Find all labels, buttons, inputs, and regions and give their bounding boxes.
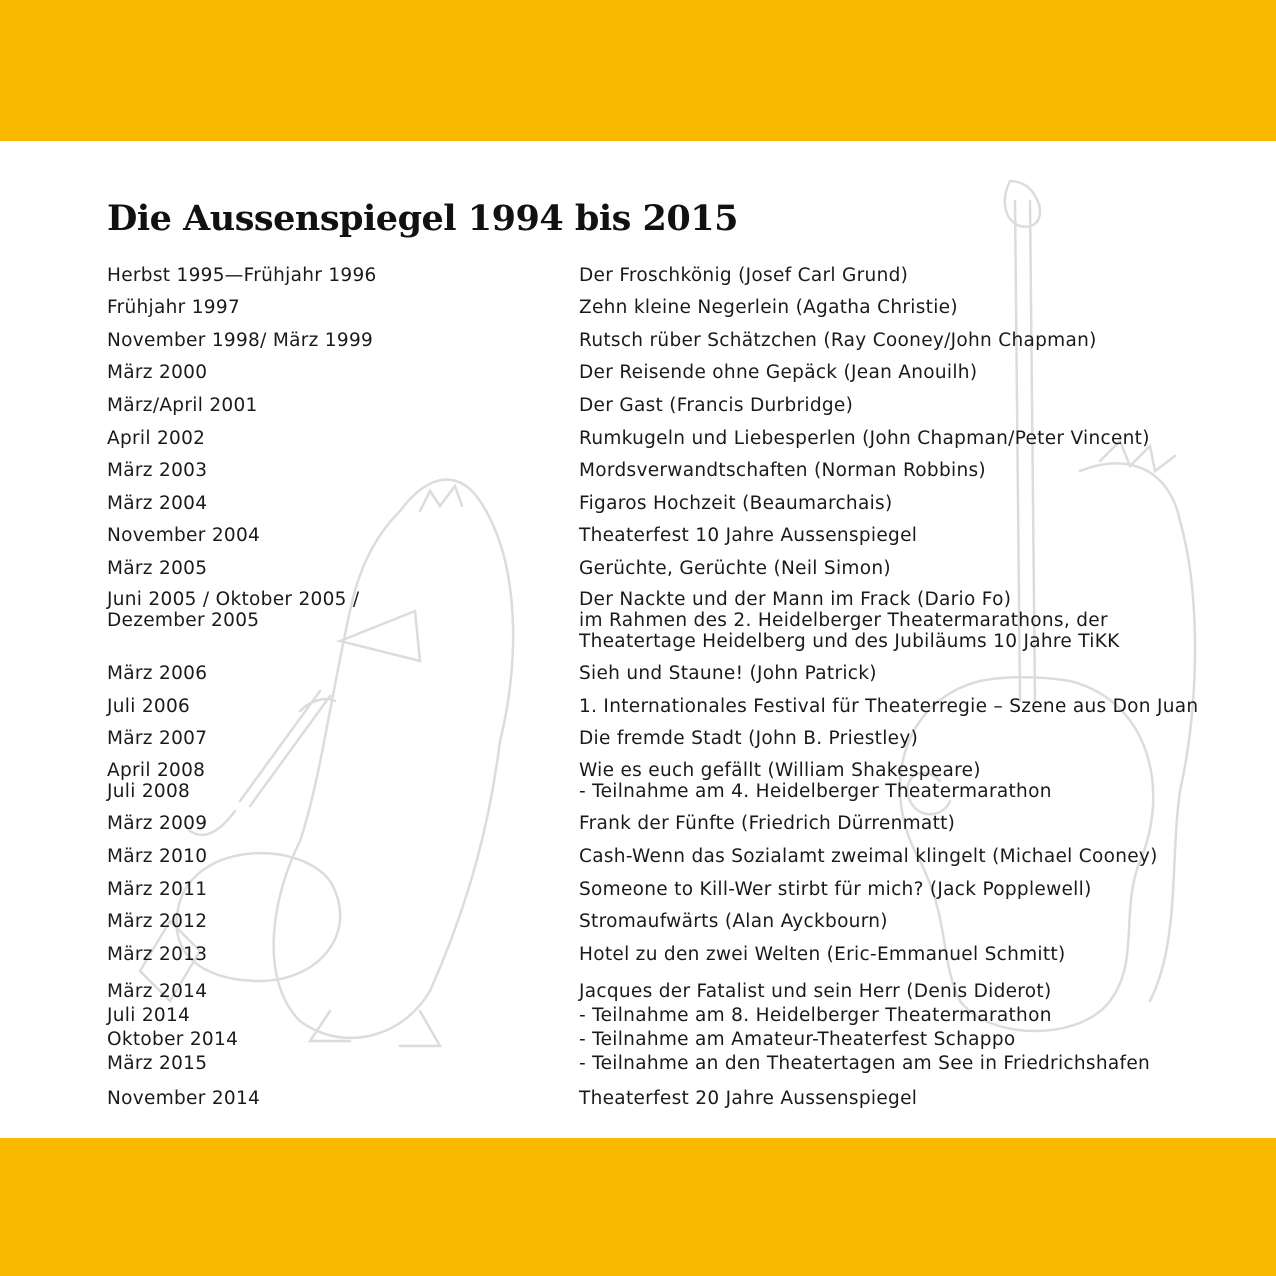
- entry-production: [579, 813, 1259, 834]
- date-line: Juli 2014: [107, 1005, 191, 1026]
- production-line: Die fremde Stadt (John B. Priestley): [579, 728, 919, 749]
- entry-date: [107, 980, 567, 1076]
- entry-production: [579, 493, 1259, 514]
- production-line: Cash-Wenn das Sozialamt zweimal klingelt (Michael Cooney): [579, 846, 1158, 867]
- production-line: Der Gast (Francis Durbridge): [579, 395, 854, 416]
- date-line: März 2007: [107, 728, 208, 749]
- production-line: Rutsch rüber Schätzchen (Ray Cooney/John Chapman): [579, 330, 1097, 351]
- production-line: Frank der Fünfte (Friedrich Dürrenmatt): [579, 813, 956, 834]
- date-line: Frühjahr 1997: [107, 297, 241, 318]
- date-line: März 2014: [107, 981, 208, 1002]
- entry-production: [579, 879, 1259, 900]
- entry-date: [107, 525, 567, 546]
- production-line: Der Reisende ohne Gepäck (Jean Anouilh): [579, 362, 978, 383]
- date-line: März 2004: [107, 493, 208, 514]
- production-line: Theaterfest 10 Jahre Aussenspiegel: [579, 525, 918, 546]
- date-line: März 2010: [107, 846, 208, 867]
- production-line: - Teilnahme an den Theatertagen am See in Friedrichshafen: [579, 1053, 1151, 1074]
- production-line: Figaros Hochzeit (Beaumarchais): [579, 493, 893, 514]
- date-line: Juni 2005 / Oktober 2005 /: [107, 589, 360, 610]
- entry-production: [579, 980, 1259, 1076]
- entry-production: [579, 696, 1259, 717]
- production-line: im Rahmen des 2. Heidelberger Theatermarathons, der: [579, 610, 1108, 631]
- entry-date: [107, 589, 567, 631]
- entry-production: [579, 1088, 1259, 1109]
- date-line: März 2000: [107, 362, 208, 383]
- production-line: Mordsverwandtschaften (Norman Robbins): [579, 460, 986, 481]
- date-line: Dezember 2005: [107, 610, 260, 631]
- entry-production: [579, 362, 1259, 383]
- entry-production: [579, 265, 1259, 286]
- entry-date: [107, 813, 567, 834]
- entry-date: [107, 1088, 567, 1109]
- production-line: Jacques der Fatalist und sein Herr (Denis Diderot): [579, 981, 1052, 1002]
- entry-date: [107, 944, 567, 965]
- date-line: April 2002: [107, 428, 206, 449]
- bottom-color-band: [0, 1138, 1276, 1276]
- date-line: März 2009: [107, 813, 208, 834]
- date-line: Herbst 1995—Frühjahr 1996: [107, 265, 377, 286]
- date-line: März 2003: [107, 460, 208, 481]
- date-line: März 2005: [107, 558, 208, 579]
- date-line: November 2004: [107, 525, 261, 546]
- entry-date: [107, 760, 567, 802]
- entry-production: [579, 460, 1259, 481]
- entry-production: [579, 395, 1259, 416]
- production-line: - Teilnahme am 4. Heidelberger Theatermarathon: [579, 781, 1052, 802]
- date-line: März 2015: [107, 1053, 208, 1074]
- production-line: Someone to Kill-Wer stirbt für mich? (Jack Popplewell): [579, 879, 1092, 900]
- production-line: - Teilnahme am Amateur-Theaterfest Schappo: [579, 1029, 1016, 1050]
- entry-date: [107, 493, 567, 514]
- production-line: Wie es euch gefällt (William Shakespeare): [579, 760, 981, 781]
- entry-date: [107, 460, 567, 481]
- entry-date: [107, 879, 567, 900]
- date-line: März/April 2001: [107, 395, 258, 416]
- entry-production: [579, 760, 1259, 802]
- production-line: Gerüchte, Gerüchte (Neil Simon): [579, 558, 891, 579]
- entry-production: [579, 525, 1259, 546]
- production-line: Theatertage Heidelberg und des Jubiläums 10 Jahre TiKK: [579, 631, 1120, 652]
- date-line: Juli 2008: [107, 781, 191, 802]
- production-line: Der Nackte und der Mann im Frack (Dario Fo): [579, 589, 1012, 610]
- entry-production: [579, 944, 1259, 965]
- production-line: Stromaufwärts (Alan Ayckbourn): [579, 911, 888, 932]
- date-line: März 2012: [107, 911, 208, 932]
- date-line: Juli 2006: [107, 696, 191, 717]
- production-line: Hotel zu den zwei Welten (Eric-Emmanuel Schmitt): [579, 944, 1066, 965]
- entry-date: [107, 663, 567, 684]
- entry-date: [107, 558, 567, 579]
- production-line: - Teilnahme am 8. Heidelberger Theatermarathon: [579, 1005, 1052, 1026]
- entry-production: [579, 558, 1259, 579]
- production-line: 1. Internationales Festival für Theaterregie – Szene aus Don Juan: [579, 696, 1199, 717]
- entry-date: [107, 395, 567, 416]
- entry-date: [107, 265, 567, 286]
- entry-production: [579, 846, 1259, 867]
- date-line: November 2014: [107, 1088, 261, 1109]
- top-color-band: [0, 0, 1276, 141]
- entry-date: [107, 911, 567, 932]
- date-line: April 2008: [107, 760, 206, 781]
- production-line: Theaterfest 20 Jahre Aussenspiegel: [579, 1088, 918, 1109]
- entry-production: [579, 428, 1259, 449]
- entry-date: [107, 362, 567, 383]
- production-line: Zehn kleine Negerlein (Agatha Christie): [579, 297, 958, 318]
- entry-production: [579, 663, 1259, 684]
- date-line: März 2006: [107, 663, 208, 684]
- entry-date: [107, 696, 567, 717]
- production-line: Sieh und Staune! (John Patrick): [579, 663, 877, 684]
- entry-date: [107, 428, 567, 449]
- page-title: Die Aussenspiegel 1994 bis 2015: [107, 198, 738, 239]
- entry-date: [107, 846, 567, 867]
- date-line: März 2011: [107, 879, 208, 900]
- entry-production: [579, 297, 1259, 318]
- date-line: Oktober 2014: [107, 1029, 239, 1050]
- entry-production: [579, 911, 1259, 932]
- entry-production: [579, 330, 1259, 351]
- sketch-bass-scroll: [1005, 181, 1040, 227]
- entry-production: [579, 728, 1259, 749]
- production-line: Rumkugeln und Liebesperlen (John Chapman/Peter Vincent): [579, 428, 1150, 449]
- entry-production: [579, 589, 1259, 652]
- production-line: Der Froschkönig (Josef Carl Grund): [579, 265, 909, 286]
- entry-date: [107, 297, 567, 318]
- date-line: März 2013: [107, 944, 208, 965]
- date-line: November 1998/ März 1999: [107, 330, 374, 351]
- entry-date: [107, 728, 567, 749]
- entry-date: [107, 330, 567, 351]
